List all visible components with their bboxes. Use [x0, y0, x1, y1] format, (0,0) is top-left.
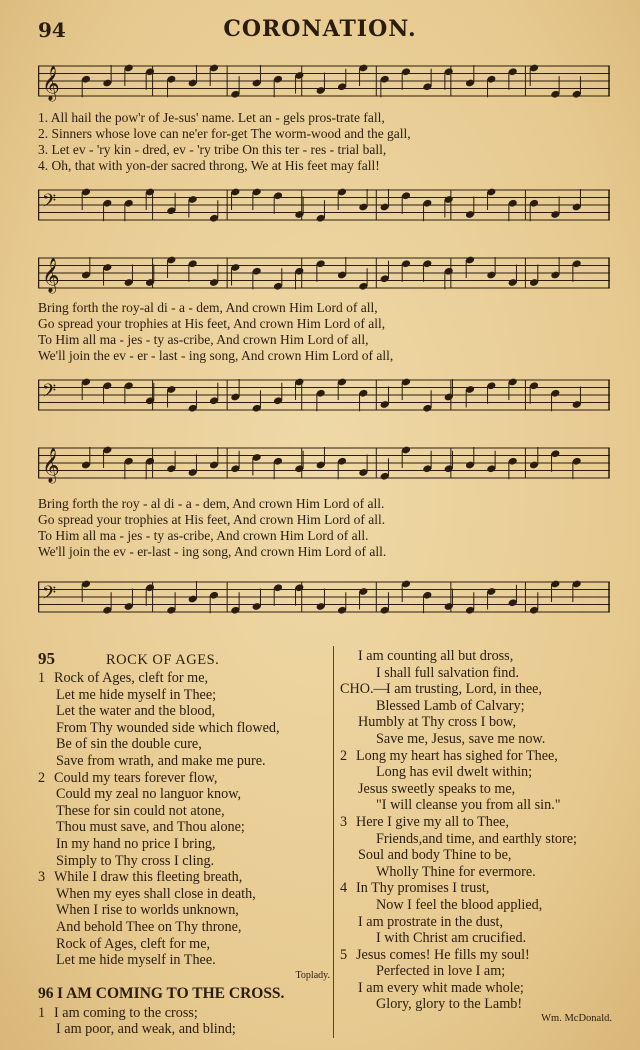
bass-staff: [38, 376, 610, 412]
hymn-title-95: ROCK OF AGES.: [106, 652, 220, 668]
verse-line: Rock of Ages, cleft for me,: [56, 935, 211, 952]
lyric-line: 1. All hail the pow'r of Je-sus' name. Let an - gels pros-trate fall,: [38, 110, 385, 125]
verse-line: Could my tears forever flow,: [54, 769, 218, 786]
chorus-line: Blessed Lamb of Calvary;: [376, 697, 525, 714]
verse-number: 5: [340, 946, 348, 963]
lyric-line: To Him all ma - jes - ty as-cribe, And crown Him Lord of all,: [38, 332, 369, 347]
verse-line: Be of sin the double cure,: [56, 736, 202, 753]
treble-clef-icon: 𝄞: [42, 66, 60, 101]
lyrics-block-1: [38, 110, 610, 174]
hymn-number: 96: [38, 984, 54, 1002]
treble-staff: [38, 444, 610, 483]
verse-number: 2: [340, 747, 348, 764]
bass-staff: [38, 186, 610, 222]
treble-clef-icon: 𝄞: [42, 258, 60, 293]
verse-line: Perfected in love I am;: [376, 963, 506, 980]
verse-line: "I will cleanse you from all sin.": [376, 797, 561, 814]
verse-line: Friends,and time, and earthly store;: [376, 830, 577, 847]
chorus-label: CHO.—: [340, 681, 388, 698]
verse-line: I am prostrate in the dust,: [358, 913, 503, 930]
verse-line: When I rise to worlds unknown,: [56, 902, 239, 919]
column-divider: [333, 646, 334, 1038]
treble-staff: [38, 254, 610, 293]
lyric-line: 3. Let ev - 'ry kin - dred, ev - 'ry tribe On this ter - res - trial ball,: [38, 142, 387, 157]
lyric-line: We'll join the ev - er - last - ing song, And crown Him Lord of all,: [38, 348, 394, 363]
verse-line: These for sin could not atone,: [56, 802, 225, 819]
verse-line: Jesus comes! He fills my soul!: [356, 946, 530, 963]
verse-line: Glory, glory to the Lamb!: [376, 996, 523, 1013]
verse-line: I am coming to the cross;: [54, 1004, 198, 1021]
verse-line: Let the water and the blood,: [56, 703, 216, 720]
verse-line: Save from wrath, and make me pure.: [56, 752, 266, 769]
verse-line: Simply to Thy cross I cling.: [56, 852, 215, 869]
hymn-title: CORONATION.: [223, 16, 417, 42]
page-number: 94: [38, 18, 66, 42]
verse-line: Rock of Ages, cleft for me,: [54, 670, 209, 686]
treble-staff: [38, 62, 610, 101]
lyric-line: Bring forth the roy-al di - a - dem, And crown Him Lord of all,: [38, 300, 378, 315]
lyric-line: Go spread your trophies at His feet, And crown Him Lord of all,: [38, 316, 386, 331]
verse-line: I shall full salvation find.: [376, 664, 520, 681]
verse-line: Jesus sweetly speaks to me,: [358, 780, 516, 797]
verse-line: Thou must save, and Thou alone;: [56, 819, 245, 836]
chorus-line: I am trusting, Lord, in thee,: [386, 681, 543, 698]
verse-number: 1: [38, 1004, 46, 1021]
lyric-line: Go spread your trophies at His feet, And crown Him Lord of all.: [38, 512, 386, 527]
verse-line: I am poor, and weak, and blind;: [56, 1021, 236, 1038]
verse-number: 3: [38, 869, 46, 886]
verse-number: 1: [38, 670, 46, 686]
hymn-number: 95: [38, 649, 55, 668]
verse-line: From Thy wounded side which flowed,: [56, 719, 280, 736]
verse-line: I am counting all but dross,: [358, 648, 514, 664]
lyric-line: We'll join the ev - er-last - ing song, And crown Him Lord of all.: [38, 544, 387, 559]
hymn-95-column: [38, 648, 330, 1038]
bass-clef-icon: 𝄢: [42, 191, 57, 216]
verse-line: Here I give my all to Thee,: [356, 813, 509, 830]
verse-line: Wholly Thine for evermore.: [376, 863, 536, 880]
hymn-title-96: I AM COMING TO THE CROSS.: [57, 984, 285, 1002]
verse-line: Let me hide myself in Thee.: [56, 952, 216, 969]
lyric-line: 2. Sinners whose love can ne'er for-get The worm-wood and the gall,: [38, 126, 411, 141]
bass-clef-icon: 𝄢: [42, 381, 57, 406]
lyrics-block-3: [38, 496, 610, 560]
bass-clef-icon: 𝄢: [42, 583, 57, 608]
verse-line: When my eyes shall close in death,: [56, 885, 256, 902]
lyrics-block-2: [38, 300, 610, 364]
chorus-line: Humbly at Thy cross I bow,: [358, 714, 517, 731]
author-credit: Toplady.: [295, 969, 330, 981]
verse-number: 2: [38, 769, 46, 786]
verse-line: And behold Thee on Thy throne,: [56, 918, 242, 935]
verse-number: 4: [340, 880, 348, 897]
verse-line: Let me hide myself in Thee;: [56, 686, 217, 703]
verse-line: Soul and body Thine to be,: [358, 847, 512, 864]
chorus-line: Save me, Jesus, save me now.: [376, 730, 546, 747]
lyric-line: To Him all ma - jes - ty as-cribe, And crown Him Lord of all.: [38, 528, 369, 543]
verse-line: Now I feel the blood applied,: [376, 896, 543, 913]
verse-line: Long my heart has sighed for Thee,: [356, 747, 558, 764]
lyric-line: Bring forth the roy - al di - a - dem, And crown Him Lord of all.: [38, 496, 385, 511]
verse-number: 3: [340, 813, 348, 830]
bass-staff: [38, 578, 610, 614]
author-credit: Wm. McDonald.: [541, 1013, 612, 1025]
verse-line: I am every whit made whole;: [358, 979, 524, 996]
hymn-96-column: [340, 648, 612, 1024]
verse-line: Could my zeal no languor know,: [56, 786, 242, 803]
verse-line: In my hand no price I bring,: [56, 835, 216, 852]
verse-line: While I draw this fleeting breath,: [54, 869, 243, 886]
treble-clef-icon: 𝄞: [42, 448, 60, 483]
verse-line: In Thy promises I trust,: [356, 880, 490, 897]
verse-line: Long has evil dwelt within;: [376, 764, 533, 781]
lyric-line: 4. Oh, that with yon-der sacred throng, We at His feet may fall!: [38, 158, 380, 173]
verse-line: I with Christ am crucified.: [376, 930, 527, 947]
